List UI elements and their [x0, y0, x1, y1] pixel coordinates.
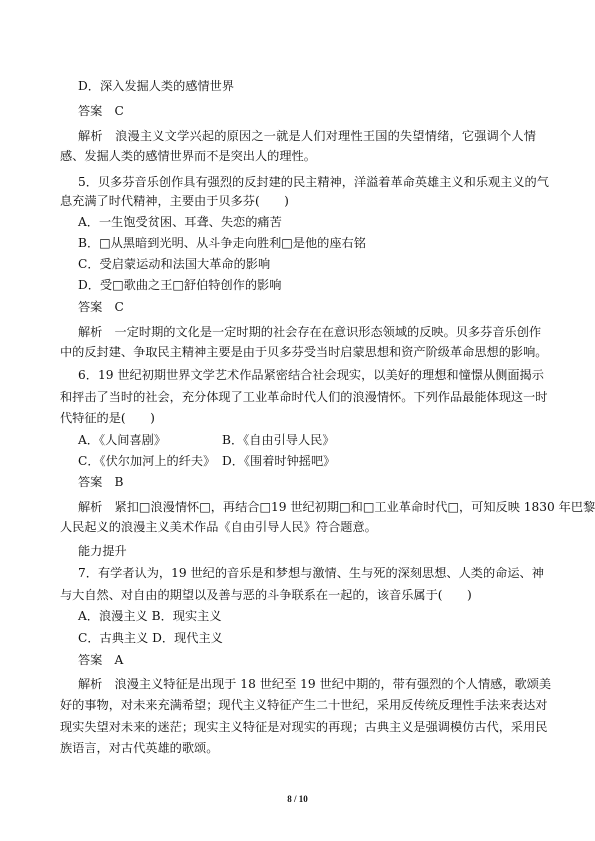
- question-6-line3: 代特征的是( ): [60, 411, 155, 425]
- analysis-q7-line3: 现实失望对未来的迷茫；现实主义特征是对现实的再现；古典主义是强调模仿古代，采用民: [60, 720, 548, 734]
- analysis-q5-line2: 中的反封建、争取民主精神主要是由于贝多芬受当时启蒙思想和资产阶级革命思想的影响。: [60, 345, 548, 359]
- answer-q4: 答案 C: [78, 104, 124, 118]
- option-d-q6: D．《围着时钟摇吧》: [222, 454, 336, 468]
- question-5-line1: 5．贝多芬音乐创作具有强烈的反封建的民主精神，洋溢着革命英雄主义和乐观主义的气: [78, 175, 549, 189]
- section-heading-ability: 能力提升: [78, 544, 127, 558]
- question-6-line2: 和抨击了当时的社会，充分体现了工业革命时代人们的浪漫情怀。下列作品最能体现这一时: [60, 390, 548, 404]
- option-b-q5: B．□从黑暗到光明、从斗争走向胜利□是他的座右铭: [78, 236, 366, 250]
- option-c-q5: C．受启蒙运动和法国大革命的影响: [78, 257, 271, 271]
- option-d-q5: D．受□歌曲之王□舒伯特创作的影响: [78, 278, 282, 292]
- option-b-q6: B．《自由引导人民》: [222, 433, 335, 447]
- option-c-q6: C．《伏尔加河上的纤夫》: [78, 454, 216, 468]
- answer-q5: 答案 C: [78, 300, 124, 314]
- options-cd-q7: C．古典主义 D．现代主义: [78, 631, 223, 645]
- option-d-q4: D．深入发掘人类的感情世界: [78, 79, 235, 93]
- analysis-q7-line4: 族语言，对古代英雄的歌颂。: [60, 741, 219, 755]
- option-a-q6: A．《人间喜剧》: [78, 433, 167, 447]
- analysis-q7-line2: 好的事物，对未来充满希望；现代主义特征产生二十世纪，采用反传统反理性手法来表达对: [60, 698, 548, 712]
- analysis-q6-line1: 解析 紧扣□浪漫情怀□，再结合□19 世纪初期□和□工业革命时代□，可知反映 1830 年巴黎: [78, 500, 595, 514]
- analysis-q5-line1: 解析 一定时期的文化是一定时期的社会存在在意识形态领域的反映。贝多芬音乐创作: [78, 325, 542, 339]
- question-7-line2: 与大自然、对自由的期望以及善与恶的斗争联系在一起的，该音乐属于( ): [60, 588, 472, 602]
- answer-q7: 答案 A: [78, 653, 124, 667]
- question-7-line1: 7．有学者认为，19 世纪的音乐是和梦想与激情、生与死的深刻思想、人类的命运、神: [78, 566, 544, 580]
- options-ab-q7: A．浪漫主义 B．现实主义: [78, 609, 222, 623]
- option-a-q5: A．一生饱受贫困、耳聋、失恋的痛苦: [78, 215, 282, 229]
- analysis-q6-line2: 人民起义的浪漫主义美术作品《自由引导人民》符合题意。: [60, 520, 377, 534]
- question-5-line2: 息充满了时代精神，主要由于贝多芬( ): [60, 194, 289, 208]
- answer-q6: 答案 B: [78, 475, 124, 489]
- page-number: 8 / 10: [287, 794, 308, 804]
- analysis-q7-line1: 解析 浪漫主义特征是出现于 18 世纪至 19 世纪中期的，带有强烈的个人情感，歌颂美: [78, 677, 552, 691]
- question-6-line1: 6．19 世纪初期世界文学艺术作品紧密结合社会现实，以美好的理想和憧憬从侧面揭示: [78, 368, 544, 382]
- analysis-q4-line2: 感、发掘人类的感情世界而不是突出人的理性。: [60, 149, 316, 163]
- analysis-q4-line1: 解析 浪漫主义文学兴起的原因之一就是人们对理性王国的失望情绪，它强调个人情: [78, 129, 536, 143]
